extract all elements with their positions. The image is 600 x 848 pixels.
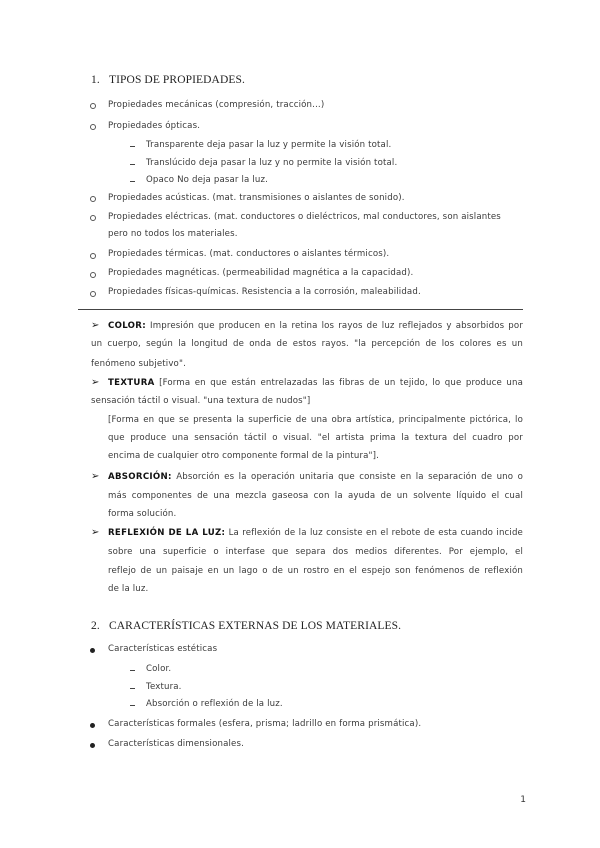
list-subitem: Opaco No deja pasar la luz.: [146, 175, 268, 185]
section-1-heading: [91, 74, 245, 86]
definition-color-line: un cuerpo, según la longitud de onda de estos rayos. "la percepción de los colores es un: [91, 339, 523, 349]
term-color: COLOR:: [108, 321, 146, 331]
bullet-ring-icon: [90, 103, 96, 109]
list-item: Propiedades ópticas.: [108, 121, 201, 131]
dash-icon: [130, 705, 135, 706]
bullet-dot-icon: [90, 743, 95, 748]
bullet-ring-icon: [90, 272, 96, 278]
list-subitem: Transparente deja pasar la luz y permite la visión total.: [146, 140, 392, 150]
dash-icon: [130, 164, 135, 165]
definition-textura-line: que produce una sensación táctil o visual. "el artista prima la textura del cuadro por: [108, 433, 523, 443]
section-1-number: 1.: [91, 74, 100, 86]
arrow-bullet-icon: ➢: [91, 377, 100, 388]
definition-color-line: COLOR: Impresión que producen en la retina los rayos de luz reflejados y absorbidos por: [108, 321, 523, 331]
list-subitem: Absorción o reflexión de la luz.: [146, 699, 283, 709]
list-item: Propiedades magnéticas. (permeabilidad magnética a la capacidad).: [108, 268, 414, 278]
arrow-bullet-icon: ➢: [91, 471, 100, 482]
section-2-title: CARACTERÍSTICAS EXTERNAS DE LOS MATERIALES.: [109, 620, 402, 632]
dash-icon: [130, 670, 135, 671]
bullet-ring-icon: [90, 124, 96, 130]
term-textura: TEXTURA: [108, 378, 155, 388]
definition-reflexion-line: de la luz.: [108, 584, 149, 594]
bullet-ring-icon: [90, 291, 96, 297]
definition-textura-line: sensación táctil o visual. "una textura de nudos"]: [91, 396, 311, 406]
list-item: Propiedades físicas-químicas. Resistencia a la corrosión, maleabilidad.: [108, 287, 421, 297]
arrow-bullet-icon: ➢: [91, 320, 100, 331]
list-item: Propiedades eléctricas. (mat. conductores o dieléctricos, mal conductores, son aislantes: [108, 212, 501, 222]
bullet-ring-icon: [90, 253, 96, 259]
list-item-continuation: pero no todos los materiales.: [108, 229, 238, 239]
page-number: 1: [520, 795, 526, 805]
dash-icon: [130, 146, 135, 147]
definition-reflexion-line: sobre una superficie o interfase que separa dos medios diferentes. Por ejemplo, el: [108, 547, 523, 557]
list-item: Características formales (esfera, prisma; ladrillo en forma prismática).: [108, 719, 422, 729]
arrow-bullet-icon: ➢: [91, 527, 100, 538]
definition-textura-line: TEXTURA [Forma en que están entrelazadas las fibras de un tejido, lo que produce una: [108, 378, 523, 388]
bullet-ring-icon: [90, 196, 96, 202]
bullet-dot-icon: [90, 648, 95, 653]
definition-textura-line: [Forma en que se presenta la superficie de una obra artística, principalmente pictórica, lo: [108, 415, 523, 425]
list-subitem: Color.: [146, 664, 172, 674]
definition-absorcion-line: ABSORCIÓN: Absorción es la operación unitaria que consiste en la separación de uno o: [108, 472, 523, 482]
definition-reflexion-line: REFLEXIÓN DE LA LUZ: La reflexión de la luz consiste en el rebote de esta cuando incide: [108, 528, 523, 538]
definition-absorcion-line: más componentes de una mezcla gaseosa con la ayuda de un solvente líquido el cual: [108, 491, 523, 501]
term-reflexion: REFLEXIÓN DE LA LUZ:: [108, 528, 226, 538]
list-subitem: Textura.: [146, 682, 182, 692]
list-item: Propiedades térmicas. (mat. conductores o aislantes térmicos).: [108, 249, 390, 259]
dash-icon: [130, 181, 135, 182]
list-item: Propiedades acústicas. (mat. transmisiones o aislantes de sonido).: [108, 193, 405, 203]
definition-color-line: fenómeno subjetivo".: [91, 359, 186, 369]
definition-reflexion-line: reflejo de un paisaje en un lago o de un rostro en el espejo son fenómenos de reflexión: [108, 566, 523, 576]
section-1-title: TIPOS DE PROPIEDADES.: [109, 74, 245, 86]
list-item: Propiedades mecánicas (compresión, tracción…): [108, 100, 325, 110]
divider: [78, 309, 523, 310]
section-2-heading: [91, 620, 401, 632]
definition-textura-line: encima de cualquier otro componente formal de la pintura"].: [108, 451, 380, 461]
term-absorcion: ABSORCIÓN:: [108, 472, 172, 482]
dash-icon: [130, 688, 135, 689]
bullet-dot-icon: [90, 723, 95, 728]
definition-absorcion-line: forma solución.: [108, 509, 177, 519]
list-item: Características estéticas: [108, 644, 218, 654]
section-2-number: 2.: [91, 620, 100, 632]
list-subitem: Translúcido deja pasar la luz y no permite la visión total.: [146, 158, 398, 168]
list-item: Características dimensionales.: [108, 739, 244, 749]
bullet-ring-icon: [90, 215, 96, 221]
